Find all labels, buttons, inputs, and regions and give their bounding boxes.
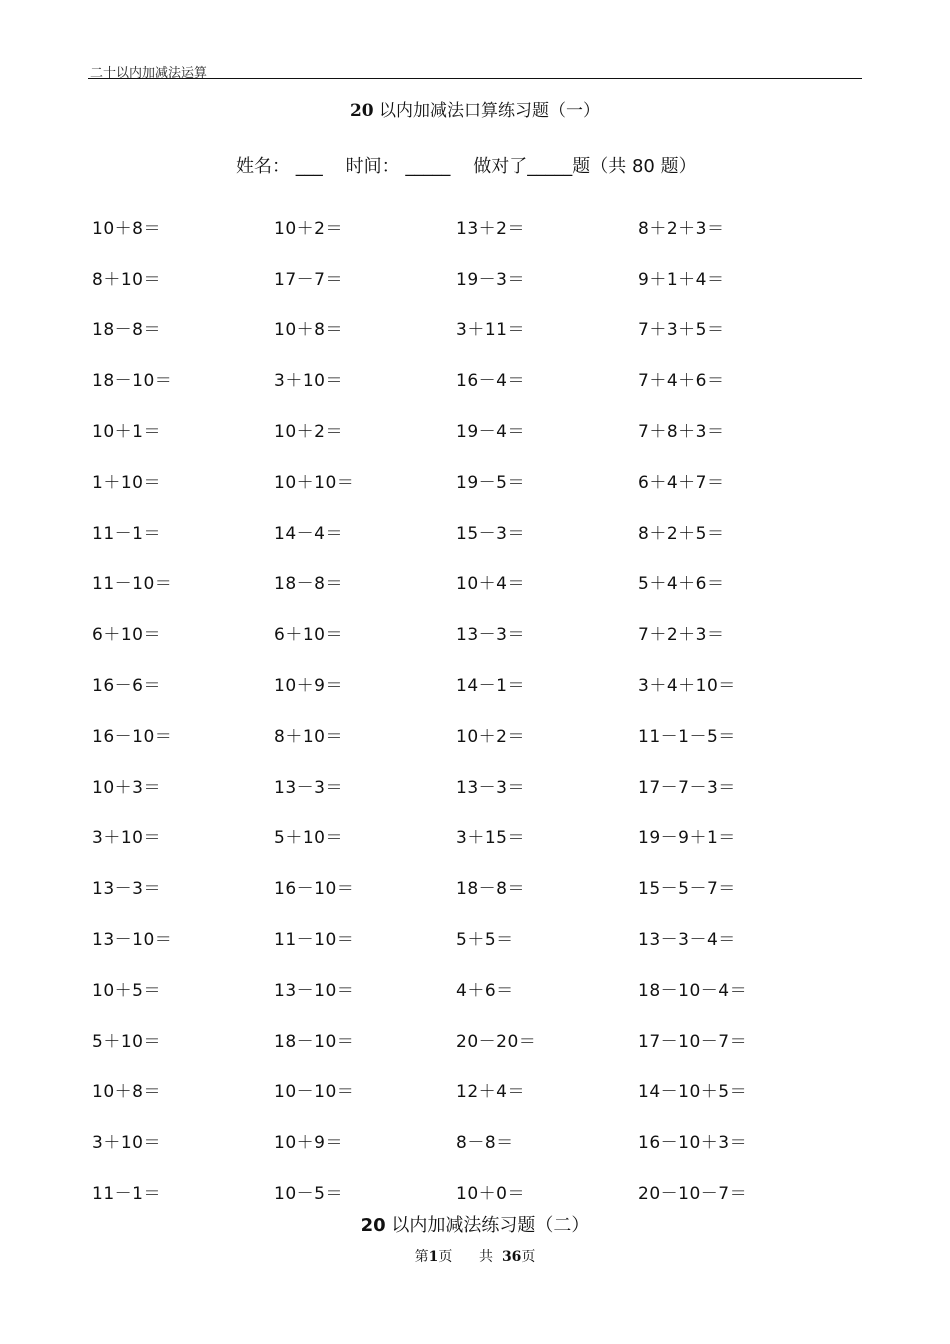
name-blank: ___ [295, 156, 323, 177]
problem-row [92, 607, 832, 658]
problem-row [92, 709, 832, 760]
problem-row [92, 1065, 832, 1116]
problem-row [92, 1014, 832, 1065]
problem-item: 8＋10＝ [274, 726, 343, 747]
problem-item: 10＋2＝ [274, 422, 343, 443]
page-number: 1 [428, 1249, 439, 1265]
problem-item: 13－3＝ [456, 625, 525, 646]
problem-item: 10＋3＝ [92, 777, 161, 798]
total-pages: 36 [501, 1249, 522, 1265]
problem-item: 13－10＝ [92, 930, 173, 951]
problem-item: 10＋4＝ [456, 574, 525, 595]
problem-item: 10－5＝ [274, 1184, 343, 1205]
problem-item: 5＋10＝ [274, 828, 343, 849]
total-label: 共 [479, 1249, 494, 1265]
problem-row [92, 404, 832, 455]
problem-item: 20－10－7＝ [638, 1184, 748, 1205]
problem-item: 13－3＝ [456, 777, 525, 798]
problem-item: 18－8＝ [456, 879, 525, 900]
student-info-line [236, 152, 697, 178]
problem-item: 3＋15＝ [456, 828, 525, 849]
problem-item: 13－3＝ [274, 777, 343, 798]
problem-item: 3＋10＝ [92, 1133, 161, 1154]
problem-item: 10－10＝ [274, 1082, 355, 1103]
problem-row [92, 455, 832, 506]
problem-row [92, 658, 832, 709]
title-number: 20 [349, 101, 374, 121]
correct-blank: _____ [527, 156, 573, 177]
page-label: 第 [414, 1249, 429, 1265]
next-title-text: 以内加减法练习题（二） [385, 1215, 590, 1236]
problem-row [92, 963, 832, 1014]
problem-item: 18－10＝ [92, 371, 173, 392]
problem-item: 19－4＝ [456, 422, 525, 443]
problem-item: 17－10－7＝ [638, 1031, 748, 1052]
problem-item: 1＋10＝ [92, 472, 161, 493]
problem-item: 10＋2＝ [274, 218, 343, 239]
problem-row [92, 912, 832, 963]
problem-item: 12＋4＝ [456, 1082, 525, 1103]
problem-item: 10＋8＝ [92, 218, 161, 239]
problem-item: 17－7＝ [274, 269, 343, 290]
problem-item: 5＋5＝ [456, 930, 514, 951]
title-text: 以内加减法口算练习题（一） [373, 101, 601, 121]
problem-item: 20－20＝ [456, 1031, 537, 1052]
worksheet-title [0, 96, 950, 121]
problem-item: 3＋4＋10＝ [638, 676, 736, 697]
problem-grid [92, 201, 832, 1217]
problem-item: 16－10＋3＝ [638, 1133, 748, 1154]
problem-item: 10＋8＝ [274, 320, 343, 341]
problem-item: 11－1＝ [92, 523, 161, 544]
problem-item: 10＋8＝ [92, 1082, 161, 1103]
problem-item: 18－8＝ [92, 320, 161, 341]
problem-item: 14－4＝ [274, 523, 343, 544]
problem-item: 16－10＝ [92, 726, 173, 747]
problem-item: 8－8＝ [456, 1133, 514, 1154]
next-worksheet-title [0, 1211, 950, 1237]
problem-item: 13＋2＝ [456, 218, 525, 239]
header-rule [88, 78, 862, 79]
problem-row [92, 252, 832, 303]
problem-row [92, 353, 832, 404]
problem-item: 11－1－5＝ [638, 726, 736, 747]
problem-item: 10＋10＝ [274, 472, 355, 493]
problem-item: 10＋5＝ [92, 980, 161, 1001]
problem-item: 15－5－7＝ [638, 879, 736, 900]
problem-item: 11－10＝ [274, 930, 355, 951]
problem-item: 15－3＝ [456, 523, 525, 544]
problem-item: 8＋2＋5＝ [638, 523, 725, 544]
problem-item: 16－4＝ [456, 371, 525, 392]
problem-item: 6＋10＝ [92, 625, 161, 646]
problem-row [92, 811, 832, 862]
problem-item: 16－6＝ [92, 676, 161, 697]
problem-item: 3＋10＝ [274, 371, 343, 392]
problem-item: 7＋8＋3＝ [638, 422, 725, 443]
problem-item: 10＋0＝ [456, 1184, 525, 1205]
problem-item: 14－10＋5＝ [638, 1082, 748, 1103]
problem-row [92, 557, 832, 608]
problem-item: 10＋9＝ [274, 676, 343, 697]
problem-item: 6＋10＝ [274, 625, 343, 646]
problem-item: 13－3＝ [92, 879, 161, 900]
problem-item: 17－7－3＝ [638, 777, 736, 798]
problem-row [92, 760, 832, 811]
correct-label: 做对了 [473, 156, 528, 177]
problem-item: 18－10－4＝ [638, 980, 748, 1001]
page-footer [0, 1246, 950, 1266]
problem-item: 14－1＝ [456, 676, 525, 697]
total-suffix: 页 [521, 1249, 536, 1265]
problem-item: 7＋2＋3＝ [638, 625, 725, 646]
problem-item: 11－1＝ [92, 1184, 161, 1205]
problem-item: 3＋11＝ [456, 320, 525, 341]
problem-item: 5＋10＝ [92, 1031, 161, 1052]
problem-item: 8＋10＝ [92, 269, 161, 290]
problem-item: 18－10＝ [274, 1031, 355, 1052]
correct-suffix: 题（共 80 题） [572, 156, 697, 177]
page-suffix: 页 [438, 1249, 453, 1265]
problem-item: 13－3－4＝ [638, 930, 736, 951]
problem-row [92, 506, 832, 557]
problem-item: 3＋10＝ [92, 828, 161, 849]
time-label: 时间： [345, 156, 400, 177]
name-label: 姓名： [236, 156, 290, 177]
problem-row [92, 1115, 832, 1166]
problem-item: 19－5＝ [456, 472, 525, 493]
problem-row [92, 1166, 832, 1217]
problem-item: 19－9＋1＝ [638, 828, 736, 849]
problem-item: 16－10＝ [274, 879, 355, 900]
problem-item: 19－3＝ [456, 269, 525, 290]
problem-item: 9＋1＋4＝ [638, 269, 725, 290]
time-blank: _____ [405, 156, 451, 177]
running-header: 二十以内加减法运算 [90, 66, 208, 81]
problem-item: 10＋2＝ [456, 726, 525, 747]
problem-item: 8＋2＋3＝ [638, 218, 725, 239]
problem-item: 10＋9＝ [274, 1133, 343, 1154]
problem-item: 7＋3＋5＝ [638, 320, 725, 341]
problem-row [92, 861, 832, 912]
problem-row [92, 201, 832, 252]
next-title-number: 20 [360, 1215, 386, 1236]
problem-item: 5＋4＋6＝ [638, 574, 725, 595]
problem-item: 18－8＝ [274, 574, 343, 595]
problem-item: 11－10＝ [92, 574, 173, 595]
problem-item: 7＋4＋6＝ [638, 371, 725, 392]
problem-item: 6＋4＋7＝ [638, 472, 725, 493]
problem-item: 13－10＝ [274, 980, 355, 1001]
problem-row [92, 303, 832, 354]
problem-item: 4＋6＝ [456, 980, 514, 1001]
problem-item: 10＋1＝ [92, 422, 161, 443]
